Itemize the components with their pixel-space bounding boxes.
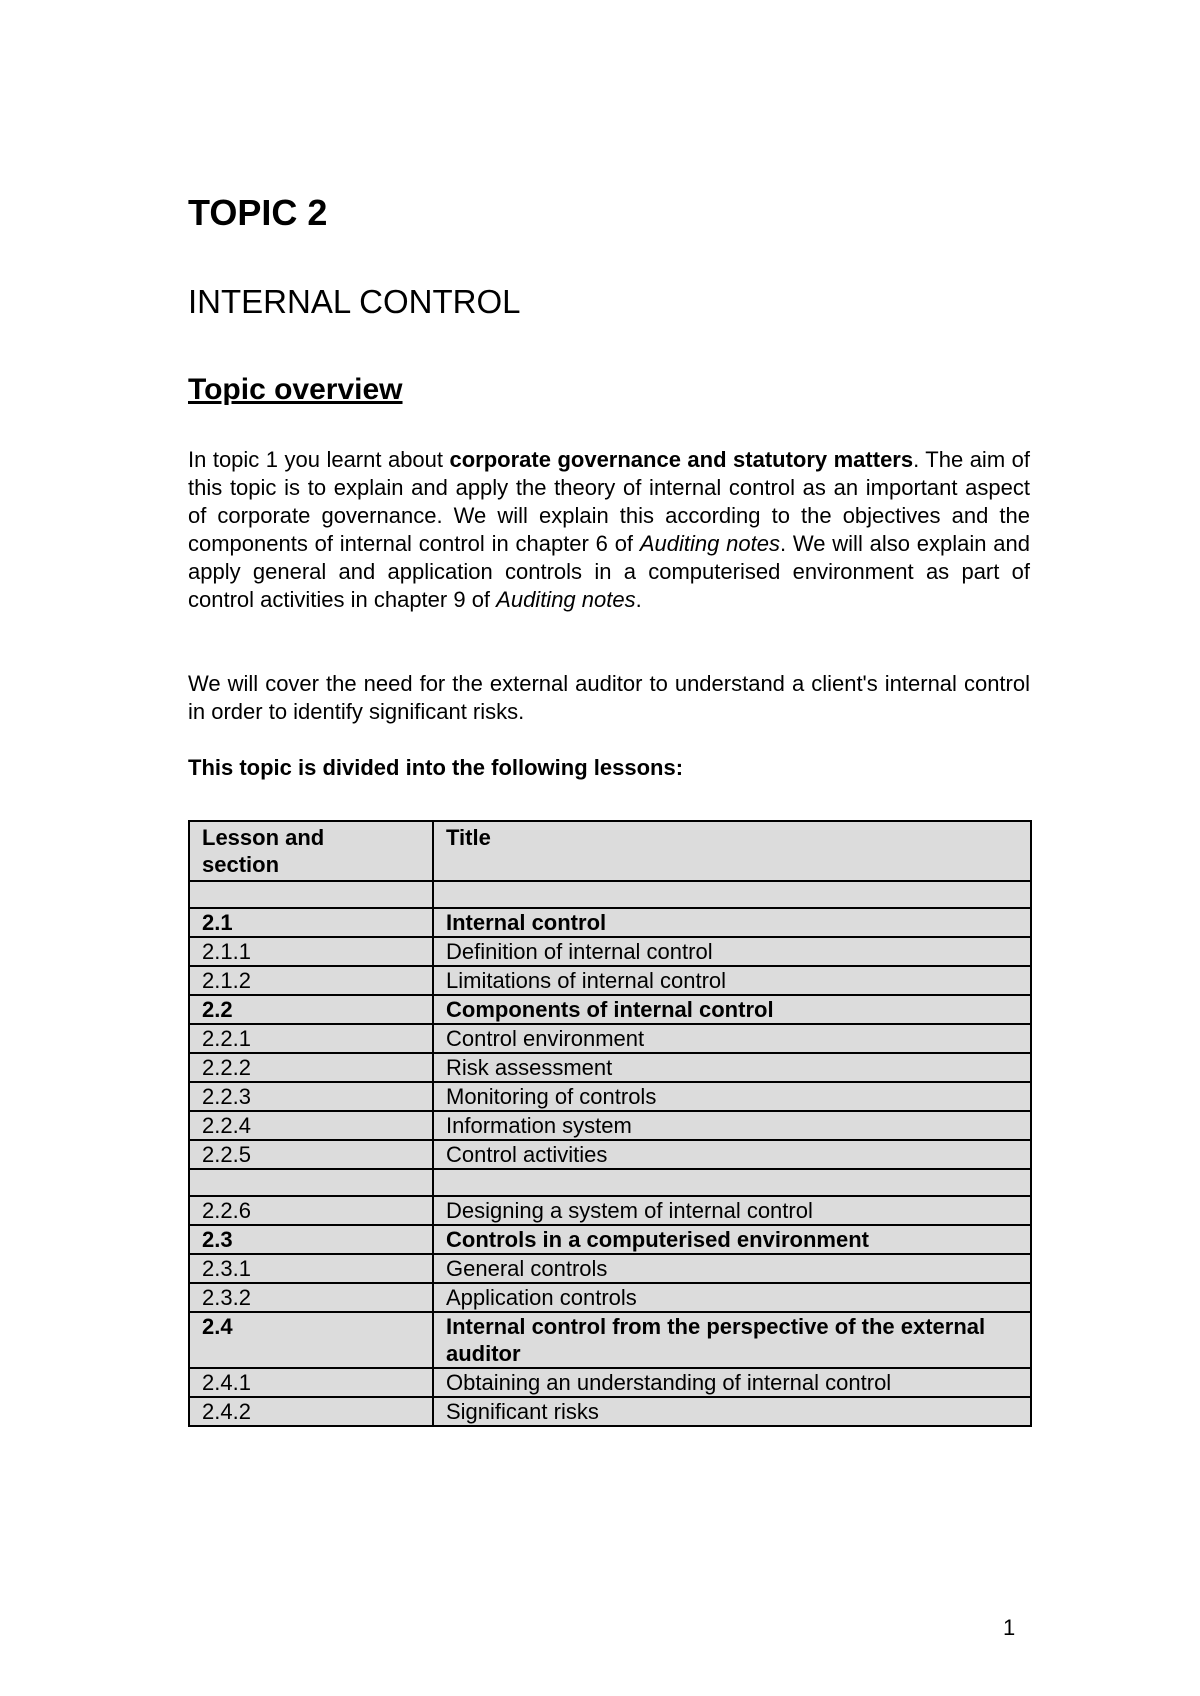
lesson-cell: 2.2.6 xyxy=(189,1196,433,1225)
title-cell: Control activities xyxy=(433,1140,1031,1169)
title-cell: Information system xyxy=(433,1111,1031,1140)
title-cell: Application controls xyxy=(433,1283,1031,1312)
table-row xyxy=(189,966,1031,995)
intro-italic-reference-2: Auditing notes xyxy=(496,587,636,612)
title-cell: Components of internal control xyxy=(433,995,1031,1024)
table-row xyxy=(189,1053,1031,1082)
lesson-cell: 2.1.2 xyxy=(189,966,433,995)
cover-paragraph: We will cover the need for the external auditor to understand a client's internal control in order to identify significant risks. xyxy=(188,671,1030,724)
title-cell: Designing a system of internal control xyxy=(433,1196,1031,1225)
topic-overview-heading: Topic overview xyxy=(188,373,403,406)
table-row xyxy=(189,995,1031,1024)
header-lesson-section: Lesson and section xyxy=(189,821,433,881)
title-cell: Control environment xyxy=(433,1024,1031,1053)
lesson-cell: 2.1 xyxy=(189,908,433,937)
intro-bold-phrase: corporate governance and statutory matters xyxy=(449,447,914,472)
lessons-intro: This topic is divided into the following lessons: xyxy=(188,755,684,780)
intro-text-4: . xyxy=(635,587,642,612)
intro-text-3: . We will also explain and apply general and application controls in a computerised environment as part of control activities in chapter 9 of xyxy=(188,531,1030,612)
title-cell: Risk assessment xyxy=(433,1053,1031,1082)
intro-paragraph xyxy=(188,446,1030,614)
title-cell: Internal control from the perspective of the external auditor xyxy=(433,1312,1031,1368)
lesson-cell: 2.2.1 xyxy=(189,1024,433,1053)
table-row xyxy=(189,1196,1031,1225)
lesson-cell: 2.3.2 xyxy=(189,1283,433,1312)
lesson-cell: 2.2.4 xyxy=(189,1111,433,1140)
table-row xyxy=(189,881,1031,908)
intro-italic-reference-1: Auditing notes xyxy=(639,531,780,556)
title-cell: Limitations of internal control xyxy=(433,966,1031,995)
table-row xyxy=(189,1082,1031,1111)
lesson-cell: 2.4.1 xyxy=(189,1368,433,1397)
lessons-table xyxy=(188,820,1032,1427)
lesson-cell xyxy=(189,1169,433,1196)
intro-text-1: In topic 1 you learnt about xyxy=(188,447,450,472)
title-cell: Controls in a computerised environment xyxy=(433,1225,1031,1254)
table-row xyxy=(189,937,1031,966)
table-row xyxy=(189,1254,1031,1283)
title-cell: Internal control xyxy=(433,908,1031,937)
lesson-cell: 2.3 xyxy=(189,1225,433,1254)
title-cell: General controls xyxy=(433,1254,1031,1283)
lesson-cell: 2.2.5 xyxy=(189,1140,433,1169)
header-title: Title xyxy=(433,821,1031,881)
page-number: 1 xyxy=(1003,1615,1016,1640)
lesson-cell xyxy=(189,881,433,908)
table-row xyxy=(189,1368,1031,1397)
table-row xyxy=(189,1225,1031,1254)
title-cell xyxy=(433,1169,1031,1196)
table-row xyxy=(189,1397,1031,1426)
topic-title: INTERNAL CONTROL xyxy=(188,283,521,320)
table-header-row xyxy=(189,821,1031,881)
title-cell: Monitoring of controls xyxy=(433,1082,1031,1111)
lesson-cell: 2.4.2 xyxy=(189,1397,433,1426)
table-row xyxy=(189,1283,1031,1312)
table-row xyxy=(189,1024,1031,1053)
table-row xyxy=(189,1312,1031,1368)
title-cell xyxy=(433,881,1031,908)
topic-number: TOPIC 2 xyxy=(188,192,328,233)
lesson-cell: 2.1.1 xyxy=(189,937,433,966)
table-row xyxy=(189,1111,1031,1140)
intro-text-2: . The aim of this topic is to explain and apply the theory of internal control as an important aspect of corporate governance. We will explain this according to the objectives and the components of internal control in chapter 6 of xyxy=(188,447,1030,556)
table-row xyxy=(189,908,1031,937)
lesson-cell: 2.2 xyxy=(189,995,433,1024)
lesson-cell: 2.2.2 xyxy=(189,1053,433,1082)
title-cell: Significant risks xyxy=(433,1397,1031,1426)
title-cell: Obtaining an understanding of internal control xyxy=(433,1368,1031,1397)
title-cell: Definition of internal control xyxy=(433,937,1031,966)
table-row xyxy=(189,1169,1031,1196)
lesson-cell: 2.4 xyxy=(189,1312,433,1368)
lesson-cell: 2.2.3 xyxy=(189,1082,433,1111)
lesson-cell: 2.3.1 xyxy=(189,1254,433,1283)
table-row xyxy=(189,1140,1031,1169)
